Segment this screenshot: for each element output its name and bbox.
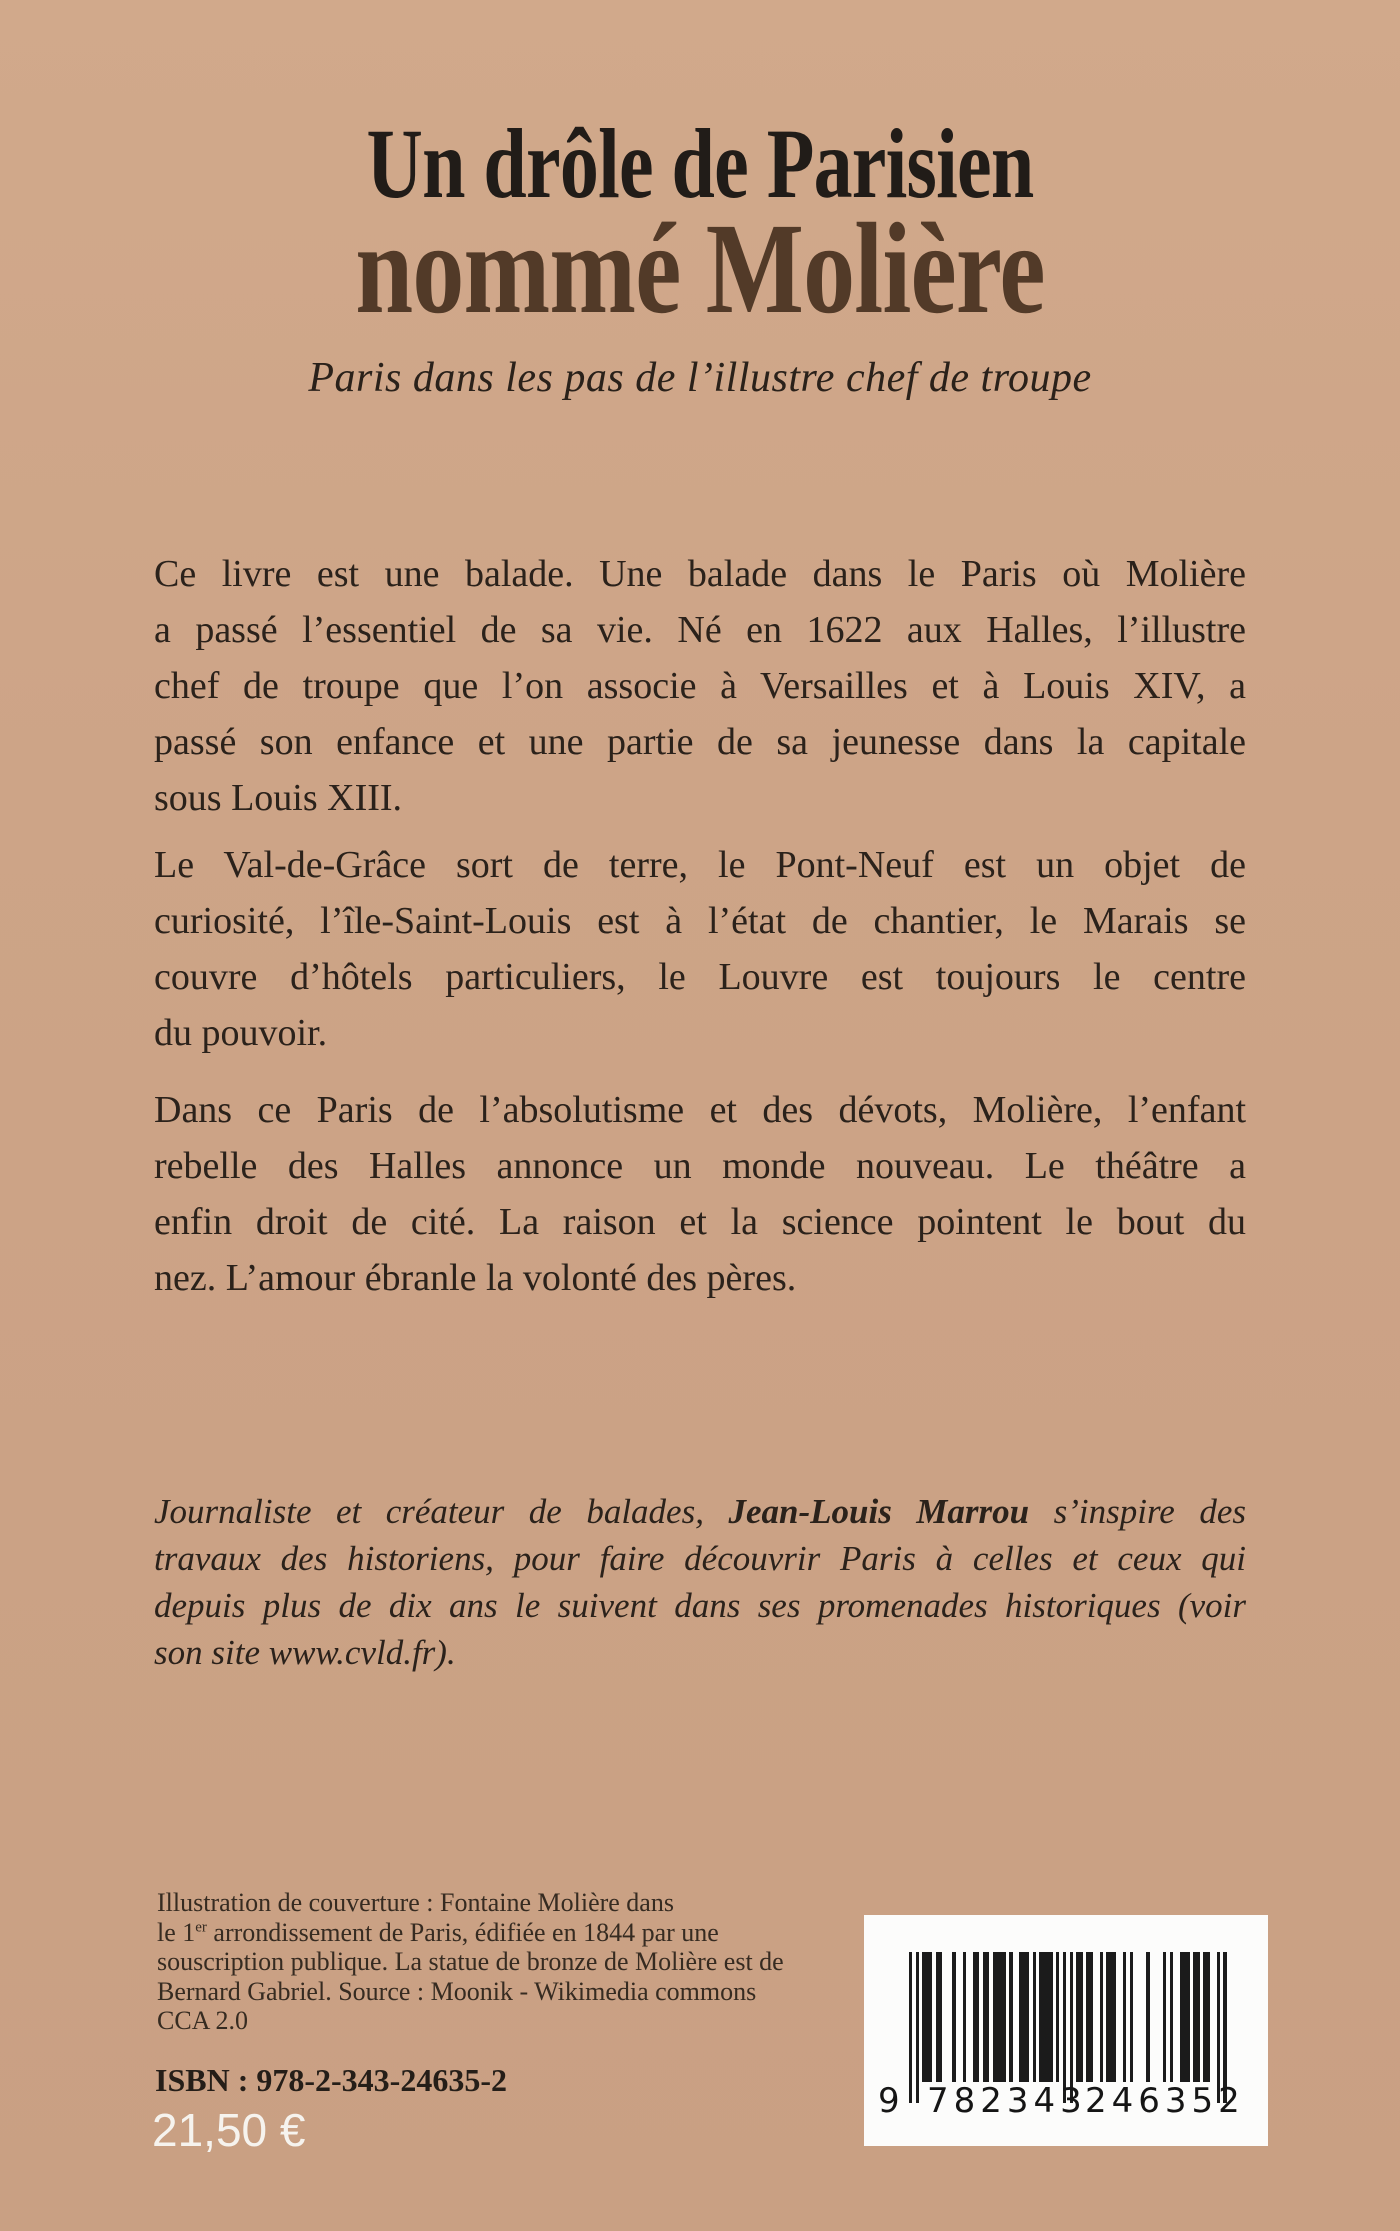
barcode-digits bbox=[864, 2079, 1268, 2125]
text-line: sous Louis XIII. bbox=[154, 777, 403, 819]
bio-text: Journaliste et créateur de balades, bbox=[154, 1492, 729, 1531]
barcode-panel bbox=[864, 1915, 1268, 2146]
credit-line-5: CCA 2.0 bbox=[157, 2006, 249, 2035]
price-label: 21,50 € bbox=[152, 2104, 306, 2156]
bio-text: s’inspire des bbox=[1029, 1492, 1246, 1531]
text-line: passé son enfance et une partie de sa jeunesse dans la capitale bbox=[154, 721, 1246, 763]
barcode-digit-9: 9 bbox=[878, 2081, 900, 2121]
credit-text: arrondissement de Paris, édifiée en 1844 par une bbox=[206, 1917, 719, 1947]
barcode-digits-right: 246352 bbox=[1085, 2081, 1245, 2121]
barcode-digits-left: 782343 bbox=[927, 2081, 1087, 2121]
credit-line-4: Bernard Gabriel. Source : Moonik - Wikimedia commons bbox=[157, 1976, 757, 2006]
title-block bbox=[0, 108, 1400, 402]
superscript-er: er bbox=[195, 1918, 207, 1935]
back-cover-text bbox=[154, 546, 1246, 1306]
author-bio bbox=[154, 1488, 1246, 1676]
paragraph-2 bbox=[154, 837, 1246, 1061]
text-line: curiosité, l’île-Saint-Louis est à l’état de chantier, le Marais se bbox=[154, 900, 1246, 942]
credit-text: le 1 bbox=[157, 1917, 196, 1947]
paragraph-1 bbox=[154, 546, 1246, 826]
bio-line: travaux des historiens, pour faire découvrir Paris à celles et ceux qui bbox=[154, 1539, 1246, 1578]
text-line: Le Val-de-Grâce sort de terre, le Pont-Neuf est un objet de bbox=[154, 844, 1246, 886]
author-name: Jean-Louis Marrou bbox=[728, 1492, 1030, 1531]
text-line: nez. L’amour ébranle la volonté des pères. bbox=[154, 1257, 797, 1299]
cover-credit bbox=[157, 1888, 784, 2036]
text-line: a passé l’essentiel de sa vie. Né en 1622 aux Halles, l’illustre bbox=[154, 609, 1246, 651]
credit-line-3: souscription publique. La statue de bronze de Molière est de bbox=[157, 1947, 784, 1976]
text-line: couvre d’hôtels particuliers, le Louvre est toujours le centre bbox=[154, 956, 1246, 998]
text-line: du pouvoir. bbox=[154, 1012, 328, 1054]
text-line: Dans ce Paris de l’absolutisme et des dévots, Molière, l’enfant bbox=[154, 1089, 1246, 1131]
text-line: rebelle des Halles annonce un monde nouveau. Le théâtre a bbox=[154, 1145, 1246, 1187]
text-line: enfin droit de cité. La raison et la science pointent le bout du bbox=[154, 1201, 1246, 1243]
credit-line-2 bbox=[157, 1918, 784, 1948]
bio-line: son site www.cvld.fr). bbox=[154, 1633, 456, 1672]
credit-line-1: Illustration de couverture : Fontaine Molière dans bbox=[157, 1888, 674, 1917]
text-line: Ce livre est une balade. Une balade dans le Paris où Molière bbox=[154, 553, 1246, 595]
isbn-label: ISBN : 978-2-343-24635-2 bbox=[155, 2062, 507, 2098]
subtitle: Paris dans les pas de l’illustre chef de troupe bbox=[308, 355, 1092, 401]
paragraph-3 bbox=[154, 1082, 1246, 1306]
title-line1: Un drôle de Parisien bbox=[366, 108, 1034, 219]
bio-line bbox=[154, 1488, 1246, 1535]
text-line: chef de troupe que l’on associe à Versailles et à Louis XIV, a bbox=[154, 665, 1246, 707]
bio-line: depuis plus de dix ans le suivent dans ses promenades historiques (voir bbox=[154, 1586, 1246, 1625]
title-line2: nommé Molière bbox=[355, 197, 1045, 341]
